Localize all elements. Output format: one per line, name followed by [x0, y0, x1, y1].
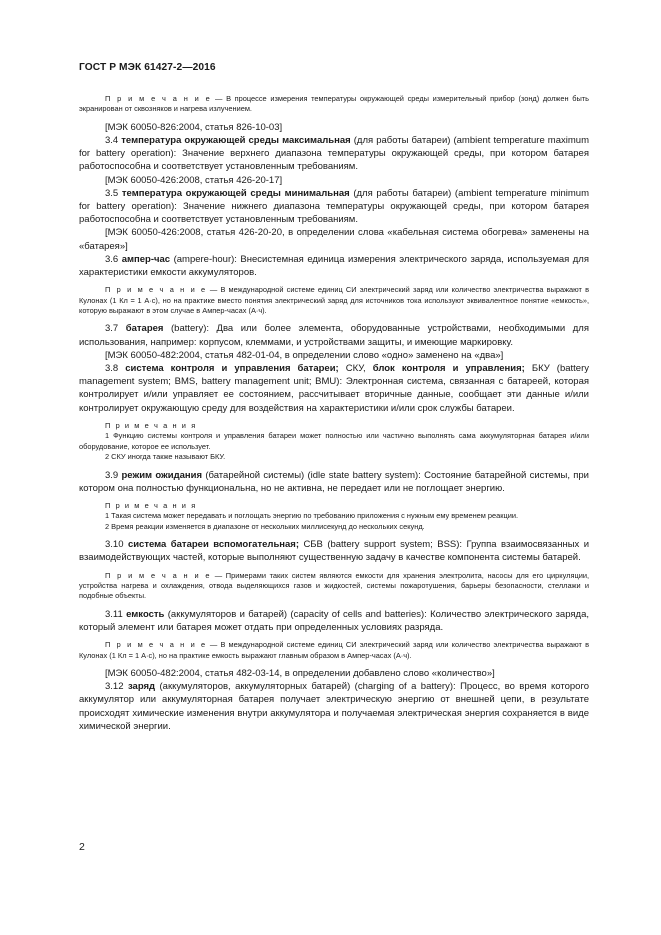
note-item: 2 СКУ иногда также называют БКУ. — [105, 452, 226, 462]
term: батарея — [125, 323, 164, 335]
notes-heading: П р и м е ч а н и я — [105, 420, 197, 430]
note-6 — [79, 640, 589, 661]
definition-3-10 — [79, 538, 589, 564]
term-2: блок контроля и управления; — [372, 363, 525, 375]
definition-3-11 — [79, 608, 589, 634]
note-label: П р и м е ч а н и е — [105, 570, 212, 580]
definition-3-7 — [79, 322, 589, 348]
note-item: 2 Время реакции изменяется в диапазоне от нескольких миллисекунд до нескольких секунд. — [105, 521, 425, 531]
notes-heading: П р и м е ч а н и я — [105, 500, 197, 510]
reference: [МЭК 60050-426:2008, статья 426-20-20, в определении слова «кабельная система обогрева» заменены на «батарея»] — [79, 227, 589, 252]
term: заряд — [127, 681, 156, 693]
note-item: 1 Такая система может передавать и поглощать энергию по требованию приложения с нужным ему временем реакции. — [105, 511, 519, 521]
reference: [МЭК 60050-482:2004, статья 482-03-14, в определении добавлено слово «количество»] — [105, 667, 495, 679]
term-number: 3.12 — [105, 681, 128, 693]
standard-title: ГОСТ Р МЭК 61427-2—2016 — [79, 62, 216, 73]
definition-text: (battery): Два или более элемента, оборудованные устройствами, необходимыми для использования, например: корпусом, клеммами, и устройствами защиты, и имеющие маркировку. — [79, 323, 589, 348]
note-text: — В международной системе единиц СИ электрический заряд или количество электричества выражают в Кулонах (1 Кл = 1 А·с), но на практике емкость выражают главным образом в Ампер-часах (А·ч). — [79, 640, 589, 660]
term: ампер-час — [121, 253, 171, 265]
reference: [МЭК 60050-482:2004, статья 482-01-04, в определении слово «одно» заменено на «два»] — [105, 349, 504, 361]
note-2 — [79, 285, 589, 316]
term-number: 3.8 — [105, 363, 126, 375]
definition-3-12 — [79, 680, 589, 733]
note-item: 1 Функцию системы контроля и управления батареи может полностью или частично выполнять сама аккумуляторная батарея и/или оборудование, которое ее использует. — [79, 431, 589, 451]
page-number: 2 — [79, 841, 85, 853]
definition-text: (ampere-hour): Внесистемная единица измерения электрического заряда, используемая для характеристики емкости аккумуляторов. — [79, 253, 589, 279]
document-body — [79, 94, 589, 733]
definition-text: (батарейной системы) (idle state battery system): Состояние батарейной системы, при котором она полностью функциональна, но не активна, не передает или не поглощает энергию. — [79, 469, 589, 494]
term: система контроля и управления батареи; — [125, 363, 339, 375]
term-number: 3.7 — [105, 323, 126, 335]
term: емкость — [126, 608, 165, 620]
term-number: 3.4 — [105, 135, 122, 147]
term-number: 3.9 — [105, 469, 122, 481]
term: система батареи вспомогательная; — [127, 539, 300, 551]
definition-text: (аккумуляторов и батарей) (capacity of cells and batteries): Количество электрического заряда, который элемент или батарея может отдать при определенных условиях разряда. — [79, 608, 589, 633]
term: температура окружающей среды максимальная — [121, 135, 351, 147]
definition-3-4 — [79, 134, 589, 174]
definition-text: (для работы батареи) (ambient temperature minimum for battery operation): Значение нижнего диапазона температуры окружающей среды, при котором батарея работоспособна и соответствует установленным требованиям. — [79, 187, 589, 226]
definition-text: (аккумуляторов, аккумуляторных батарей) (charging of a battery): Процесс, во время которого аккумулятор или аккумуляторная батарея получает электрическую энергию от внешней цепи, в результате происходят химические изменения внутри аккумулятора и получаемая электрическая энергия сохраняется в виде химической энергии. — [79, 681, 589, 732]
term: температура окружающей среды минимальная — [121, 187, 350, 199]
term-number: 3.11 — [105, 608, 127, 620]
note-text: — Примерами таких систем являются емкости для хранения электролита, насосы для его циркуляции, устройства нагрева и охлаждения, отвода выделяющихся газов и жидкостей, системы пожаротушения, барьеры безопасности, стеллажи и подобные объекты. — [79, 570, 590, 601]
reference: [МЭК 60050-826:2004, статья 826-10-03] — [105, 121, 283, 133]
definition-text: (для работы батареи) (ambient temperature maximum for battery operation): Значение верхнего диапазона температуры окружающей среды, при котором батарея работоспособна и соответствует установленным требованиям. — [79, 135, 589, 173]
definition-text: СБВ (battery support system; BSS): Группа взаимосвязанных и взаимодействующих частей, которые выполняют существенную задачу в качестве компонента системы батарей. — [79, 539, 590, 564]
term-number: 3.10 — [105, 539, 128, 551]
definition-3-6 — [79, 253, 589, 279]
note-text: — В процессе измерения температуры окружающей среды измерительный прибор (зонд) должен быть экранирован от сквозняков и нагрева излучением. — [79, 94, 589, 114]
definition-text: БКУ (battery management system; BMS, battery management unit; BMU): Электронная система, связанная с батареей, которая контролирует и/или управляет ее состоянием, рассчитывает вторичные данные, сообщает эти данные и/или контролирует окружающую среду для воздействия на характеристики и/или срок службы батареи. — [79, 363, 589, 414]
note-1 — [79, 94, 589, 115]
note-label: П р и м е ч а н и е — [105, 94, 212, 103]
reference: [МЭК 60050-426:2008, статья 426-20-17] — [105, 174, 283, 186]
term-number: 3.6 — [105, 253, 122, 265]
definition-3-9 — [79, 469, 589, 495]
note-5 — [79, 571, 589, 602]
abbreviation: СКУ, — [338, 363, 373, 375]
note-text: — В международной системе единиц СИ электрический заряд или количество электричества выражают в Кулонах (1 Кл = 1 А·с), но на практике вместо понятия электрический заряд для источников тока используют эквивалентное понятие «емкость», которую выражают в этом случае в Ампер-часах (А·ч). — [79, 285, 589, 316]
term: режим ожидания — [121, 469, 203, 481]
term-number: 3.5 — [105, 187, 122, 199]
definition-3-8 — [79, 362, 589, 415]
note-label: П р и м е ч а н и е — [105, 640, 207, 650]
definition-3-5 — [79, 187, 589, 227]
note-label: П р и м е ч а н и е — [105, 285, 207, 295]
